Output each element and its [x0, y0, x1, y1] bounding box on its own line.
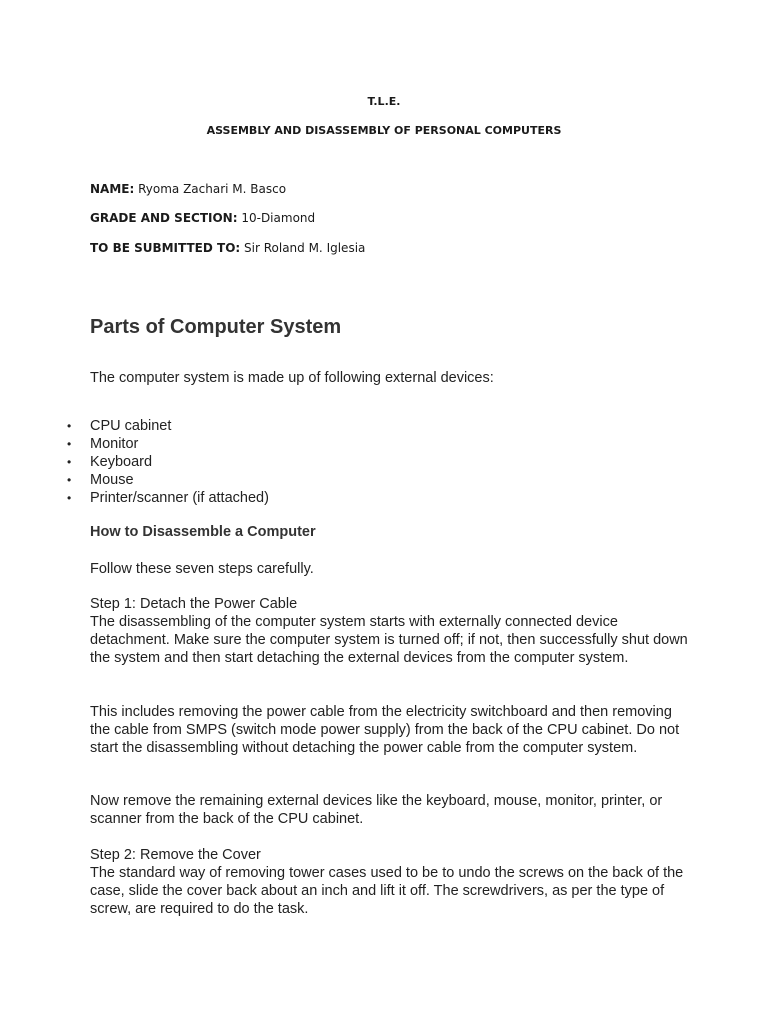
device-item-label: Monitor: [90, 436, 139, 452]
bullet-icon: •: [67, 473, 72, 487]
device-item-label: CPU cabinet: [90, 418, 172, 434]
submitted-to-line: [90, 240, 365, 256]
section-heading: Parts of Computer System: [90, 316, 342, 338]
bullet-icon: •: [67, 437, 72, 451]
bullet-icon: •: [67, 419, 72, 433]
grade-section-line: [90, 210, 315, 226]
name-line: [90, 181, 286, 197]
bullet-icon: •: [67, 491, 72, 505]
step-1-paragraph-1: The disassembling of the computer system starts with externally connected device detachment. Make sure the computer system is turned off; if not, then successfully shut down the system and then start detaching the external devices from the computer system.: [90, 614, 688, 666]
name-label: NAME:: [90, 182, 135, 196]
grade-section-value: 10-Diamond: [237, 211, 316, 225]
submitted-to-value: Sir Roland M. Iglesia: [240, 241, 366, 255]
step-1-title: Step 1: Detach the Power Cable: [90, 596, 298, 612]
device-item-label: Keyboard: [90, 454, 153, 470]
device-item-label: Printer/scanner (if attached): [90, 490, 269, 506]
step-2-title: Step 2: Remove the Cover: [90, 847, 261, 863]
subject-heading: T.L.E.: [367, 95, 401, 108]
submitted-to-label: TO BE SUBMITTED TO:: [90, 241, 241, 255]
disassembly-heading: How to Disassemble a Computer: [90, 524, 316, 540]
step-1-block: [90, 595, 690, 667]
step-2-paragraph-1: The standard way of removing tower cases used to be to undo the screws on the back of the case, slide the cover back about an inch and lift it off. The screwdrivers, as per the type of screw, are required to do the task.: [90, 865, 684, 917]
steps-lead: Follow these seven steps carefully.: [90, 561, 314, 577]
section-intro: The computer system is made up of following external devices:: [90, 370, 494, 386]
step-1-paragraph-3: Now remove the remaining external devices like the keyboard, mouse, monitor, printer, or scanner from the back of the CPU cabinet.: [90, 793, 663, 827]
grade-section-label: GRADE AND SECTION:: [90, 211, 238, 225]
step-1-paragraph-2: This includes removing the power cable from the electricity switchboard and then removing the cable from SMPS (switch mode power supply) from the back of the CPU cabinet. Do not start the disassembling without detaching the power cable from the computer system.: [90, 704, 680, 756]
bullet-icon: •: [67, 455, 72, 469]
device-item-label: Mouse: [90, 472, 134, 488]
name-value: Ryoma Zachari M. Basco: [134, 182, 287, 196]
step-2-block: [90, 846, 690, 918]
document-title: ASSEMBLY AND DISASSEMBLY OF PERSONAL COMPUTERS: [206, 124, 562, 137]
